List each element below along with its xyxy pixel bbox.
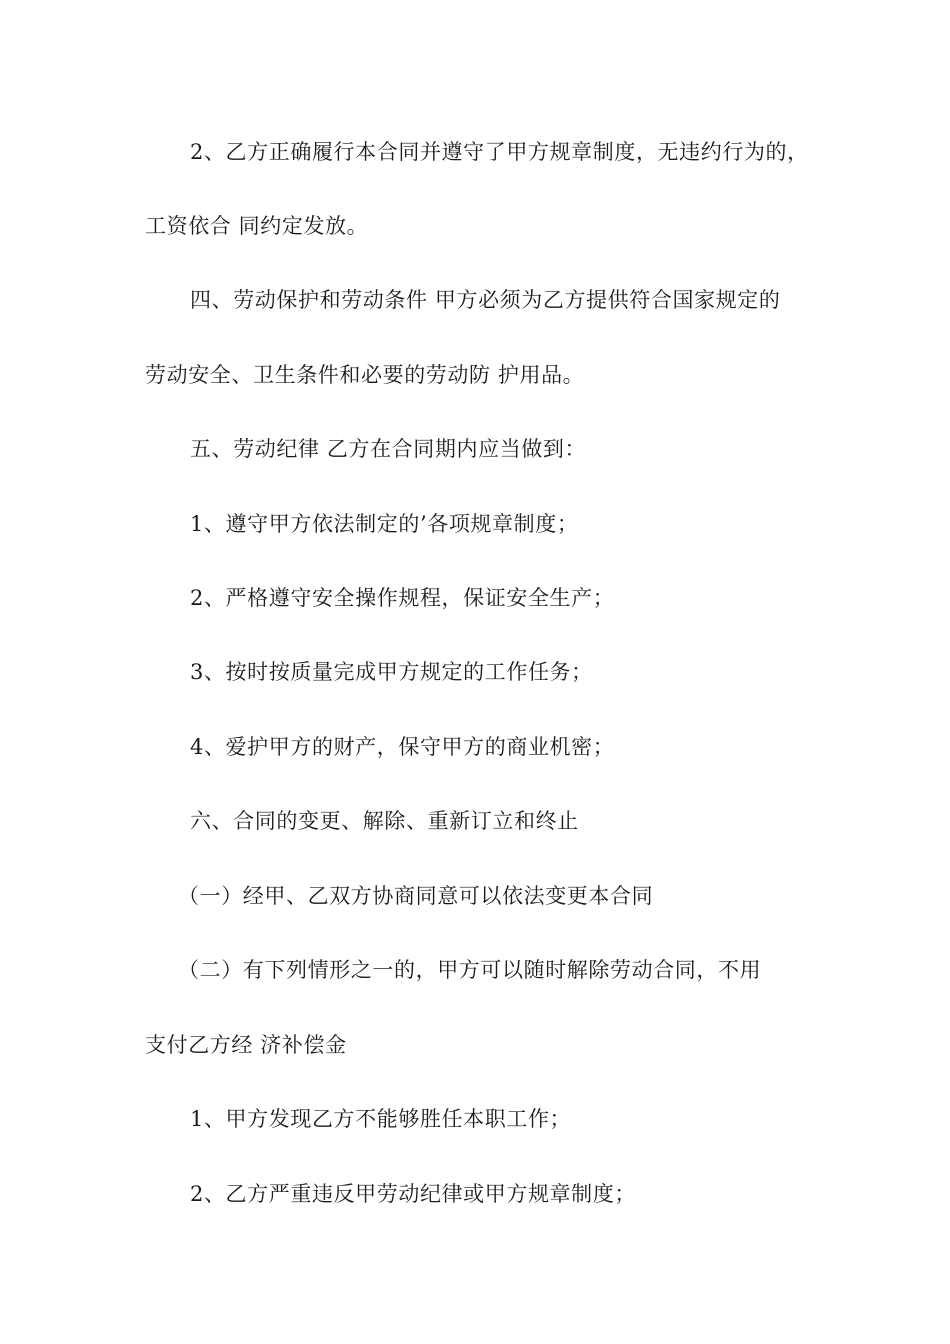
section-heading-4: 四、劳动保护和劳动条件 甲方必须为乙方提供符合国家规定的 [190,288,781,312]
paragraph-line-13: 支付乙方经 济补偿金 [145,1033,347,1057]
subsection-1: （一）经甲、乙双方协商同意可以依法变更本合同 [178,884,654,908]
list-item-2: 2、严格遵守安全操作规程，保证安全生产； [190,586,615,610]
subsection-2: （二）有下列情形之一的，甲方可以随时解除劳动合同，不用 [178,958,762,982]
list-item-5: 1、甲方发现乙方不能够胜任本职工作； [190,1107,572,1131]
section-heading-5: 五、劳动纪律 乙方在合同期内应当做到： [190,437,587,461]
list-item-4: 4、爱护甲方的财产，保守甲方的商业机密； [190,735,615,759]
paragraph-line-2: 工资依合 同约定发放。 [145,214,369,238]
list-item-1: 1、遵守甲方依法制定的’各项规章制度； [190,512,579,536]
section-heading-6: 六、合同的变更、解除、重新订立和终止 [190,809,579,833]
list-item-6: 2、乙方严重违反甲劳动纪律或甲方规章制度； [190,1182,636,1206]
list-item-3: 3、按时按质量完成甲方规定的工作任务； [190,660,593,684]
paragraph-line-1: 2、乙方正确履行本合同并遵守了甲方规章制度，无违约行为的， [190,140,809,164]
paragraph-line-4: 劳动安全、卫生条件和必要的劳动防 护用品。 [145,363,585,387]
